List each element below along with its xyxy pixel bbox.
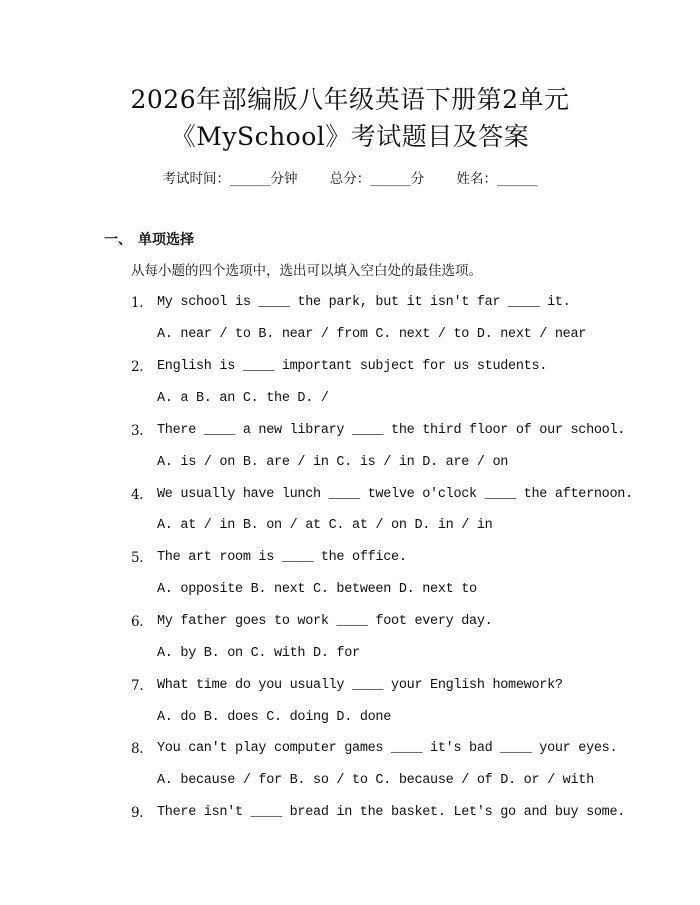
question-options: A. by B. on C. with D. for <box>157 646 360 661</box>
question-options: A. at / in B. on / at C. at / on D. in / in <box>157 518 493 533</box>
page-title-line1: 2026年部编版八年级英语下册第2单元 <box>130 85 570 114</box>
question-options: A. near / to B. near / from C. next / to D. next / near <box>157 327 587 342</box>
question-text: We usually have lunch ____ twelve o'clock ____ the afternoon. <box>157 487 633 502</box>
section-heading <box>104 231 194 249</box>
question-options: A. a B. an C. the D. / <box>157 391 329 406</box>
question-number: 1. <box>131 295 144 311</box>
section-number: 一、 <box>104 232 132 248</box>
exam-info <box>0 170 700 188</box>
question-options: A. is / on B. are / in C. is / in D. are / on <box>157 455 509 470</box>
question-number: 6. <box>131 614 144 630</box>
question-text: There ____ a new library ____ the third floor of our school. <box>157 423 626 438</box>
exam-time: 考试时间：______分钟 <box>162 171 298 187</box>
section-instruction: 从每小题的四个选项中，选出可以填入空白处的最佳选项。 <box>131 263 482 279</box>
exam-name: 姓名：______ <box>456 171 538 187</box>
question-text: My father goes to work ____ foot every day. <box>157 614 493 629</box>
question-number: 5. <box>131 550 144 566</box>
question-text: What time do you usually ____ your English homework? <box>157 678 563 693</box>
question-options: A. because / for B. so / to C. because / of D. or / with <box>157 773 594 788</box>
question-number: 7. <box>131 678 144 694</box>
question-number: 8. <box>131 741 144 757</box>
page-title-line2: 《MySchool》考试题目及答案 <box>170 122 530 151</box>
question-text: My school is ____ the park, but it isn't far ____ it. <box>157 295 571 310</box>
question-text: You can't play computer games ____ it's bad ____ your eyes. <box>157 741 618 756</box>
question-text: English is ____ important subject for us students. <box>157 359 548 374</box>
section-title: 单项选择 <box>138 232 194 248</box>
question-text: The art room is ____ the office. <box>157 550 407 565</box>
question-number: 4. <box>131 487 144 503</box>
question-number: 2. <box>131 359 144 375</box>
exam-score: 总分：______分 <box>329 171 425 187</box>
question-number: 3. <box>131 423 144 439</box>
question-text: There isn't ____ bread in the basket. Let's go and buy some. <box>157 805 626 820</box>
question-options: A. opposite B. next C. between D. next to <box>157 582 477 597</box>
question-options: A. do B. does C. doing D. done <box>157 710 392 725</box>
question-number: 9. <box>131 805 144 821</box>
